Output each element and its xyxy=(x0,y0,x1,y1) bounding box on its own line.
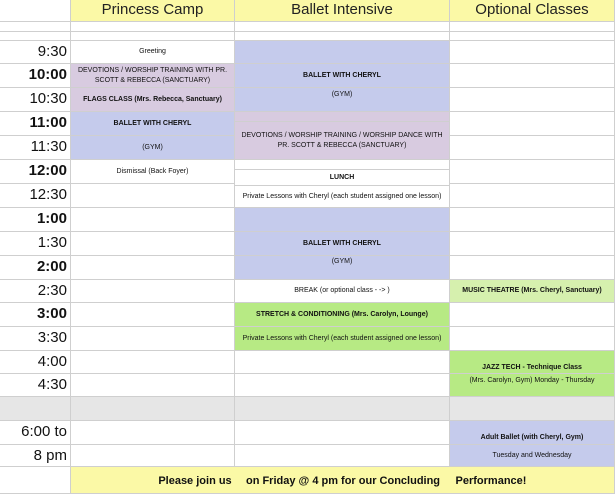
blank-cell[interactable] xyxy=(450,232,615,256)
blank-cell[interactable] xyxy=(71,374,235,397)
time-label: 10:00 xyxy=(0,64,71,88)
blank-row[interactable] xyxy=(235,22,450,32)
princess-devotions[interactable]: DEVOTIONS / WORSHIP TRAINING WITH PR. SCOTT & REBECCA (SANCTUARY) xyxy=(71,64,235,88)
intensive-stretch[interactable]: STRETCH & CONDITIONING (Mrs. Carolyn, Lounge) xyxy=(235,303,450,327)
optional-adult-detail[interactable]: Tuesday and Wednesday xyxy=(450,445,615,467)
blank-row[interactable] xyxy=(450,32,615,41)
optional-music-theatre[interactable]: MUSIC THEATRE (Mrs. Cheryl, Sanctuary) xyxy=(450,280,615,303)
blank-cell[interactable] xyxy=(71,303,235,327)
blank-cell[interactable] xyxy=(235,445,450,467)
optional-jazz-title[interactable]: JAZZ TECH - Technique Class xyxy=(450,351,615,374)
blank-cell[interactable] xyxy=(235,41,450,64)
blank-cell[interactable] xyxy=(450,88,615,112)
blank-cell[interactable] xyxy=(71,445,235,467)
blank-cell[interactable] xyxy=(235,160,450,170)
blank-cell[interactable] xyxy=(71,184,235,208)
header-optional-classes[interactable]: Optional Classes xyxy=(450,0,615,22)
intensive-break[interactable]: BREAK (or optional class - -> ) xyxy=(235,280,450,303)
time-label: 2:30 xyxy=(0,280,71,303)
time-label: 4:00 xyxy=(0,351,71,374)
blank-cell[interactable] xyxy=(71,351,235,374)
intensive-private-lessons-2[interactable]: Private Lessons with Cheryl (each student assigned one lesson) xyxy=(235,327,450,351)
blank-cell[interactable] xyxy=(450,208,615,232)
optional-jazz-detail[interactable]: (Mrs. Carolyn, Gym) Monday - Thursday xyxy=(450,374,615,397)
blank-cell[interactable] xyxy=(71,280,235,303)
time-label: 11:30 xyxy=(0,136,71,160)
header-ballet-intensive[interactable]: Ballet Intensive xyxy=(235,0,450,22)
footer-text-1: Please join us xyxy=(158,474,232,487)
princess-ballet-location[interactable]: (GYM) xyxy=(71,136,235,160)
princess-greeting[interactable]: Greeting xyxy=(71,41,235,64)
blank-cell[interactable] xyxy=(450,64,615,88)
blank-cell[interactable] xyxy=(235,421,450,445)
blank-cell[interactable] xyxy=(450,327,615,351)
time-label: 3:00 xyxy=(0,303,71,327)
footer-text-3: Performance! xyxy=(455,474,527,487)
intensive-ballet-location[interactable]: (GYM) xyxy=(235,88,450,112)
blank-cell[interactable] xyxy=(450,184,615,208)
time-label: 11:00 xyxy=(0,112,71,136)
header-princess-camp[interactable]: Princess Camp xyxy=(71,0,235,22)
princess-flags-class[interactable]: FLAGS CLASS (Mrs. Rebecca, Sanctuary) xyxy=(71,88,235,112)
time-label: 12:30 xyxy=(0,184,71,208)
blank-cell[interactable] xyxy=(71,208,235,232)
blank-row[interactable] xyxy=(0,32,71,41)
time-label: 10:30 xyxy=(0,88,71,112)
time-label: 6:00 to xyxy=(0,421,71,445)
blank-cell[interactable] xyxy=(450,41,615,64)
blank-cell[interactable] xyxy=(71,421,235,445)
blank-cell[interactable] xyxy=(71,327,235,351)
time-label: 12:00 xyxy=(0,160,71,184)
header-corner[interactable] xyxy=(0,0,71,22)
time-label: 3:30 xyxy=(0,327,71,351)
intensive-ballet-title-2[interactable]: BALLET WITH CHERYL xyxy=(235,232,450,256)
gray-row[interactable] xyxy=(71,397,235,421)
princess-dismissal[interactable]: Dismissal (Back Foyer) xyxy=(71,160,235,184)
blank-cell[interactable] xyxy=(235,374,450,397)
time-label: 1:30 xyxy=(0,232,71,256)
intensive-ballet-title[interactable]: BALLET WITH CHERYL xyxy=(235,64,450,88)
footer-text-2: on Friday @ 4 pm for our Concluding xyxy=(245,474,441,487)
gray-row[interactable] xyxy=(450,397,615,421)
blank-cell[interactable] xyxy=(235,208,450,232)
blank-cell[interactable] xyxy=(450,160,615,184)
blank-row[interactable] xyxy=(0,22,71,32)
blank-row[interactable] xyxy=(450,22,615,32)
blank-cell[interactable] xyxy=(450,136,615,160)
time-label: 8 pm xyxy=(0,445,71,467)
intensive-devotions[interactable]: DEVOTIONS / WORSHIP TRAINING / WORSHIP DANCE WITH PR. SCOTT & REBECCA (SANCTUARY) xyxy=(235,122,450,160)
blank-row[interactable] xyxy=(71,32,235,41)
intensive-lunch[interactable]: LUNCH xyxy=(235,170,450,186)
time-label: 1:00 xyxy=(0,208,71,232)
blank-cell[interactable] xyxy=(450,303,615,327)
time-label: 9:30 xyxy=(0,41,71,64)
gray-row[interactable] xyxy=(0,397,71,421)
blank-cell[interactable] xyxy=(450,112,615,136)
blank-cell[interactable] xyxy=(71,256,235,280)
princess-ballet-title[interactable]: BALLET WITH CHERYL xyxy=(71,112,235,136)
blank-cell[interactable] xyxy=(0,467,71,494)
blank-cell[interactable] xyxy=(450,256,615,280)
intensive-ballet-location-2[interactable]: (GYM) xyxy=(235,256,450,280)
blank-cell[interactable] xyxy=(235,112,450,122)
time-label: 4:30 xyxy=(0,374,71,397)
time-label: 2:00 xyxy=(0,256,71,280)
blank-row[interactable] xyxy=(235,32,450,41)
blank-cell[interactable] xyxy=(71,232,235,256)
blank-cell[interactable] xyxy=(235,351,450,374)
optional-adult-ballet[interactable]: Adult Ballet (with Cheryl, Gym) xyxy=(450,421,615,445)
gray-row[interactable] xyxy=(235,397,450,421)
blank-row[interactable] xyxy=(71,22,235,32)
intensive-private-lessons[interactable]: Private Lessons with Cheryl (each student assigned one lesson) xyxy=(235,186,450,208)
